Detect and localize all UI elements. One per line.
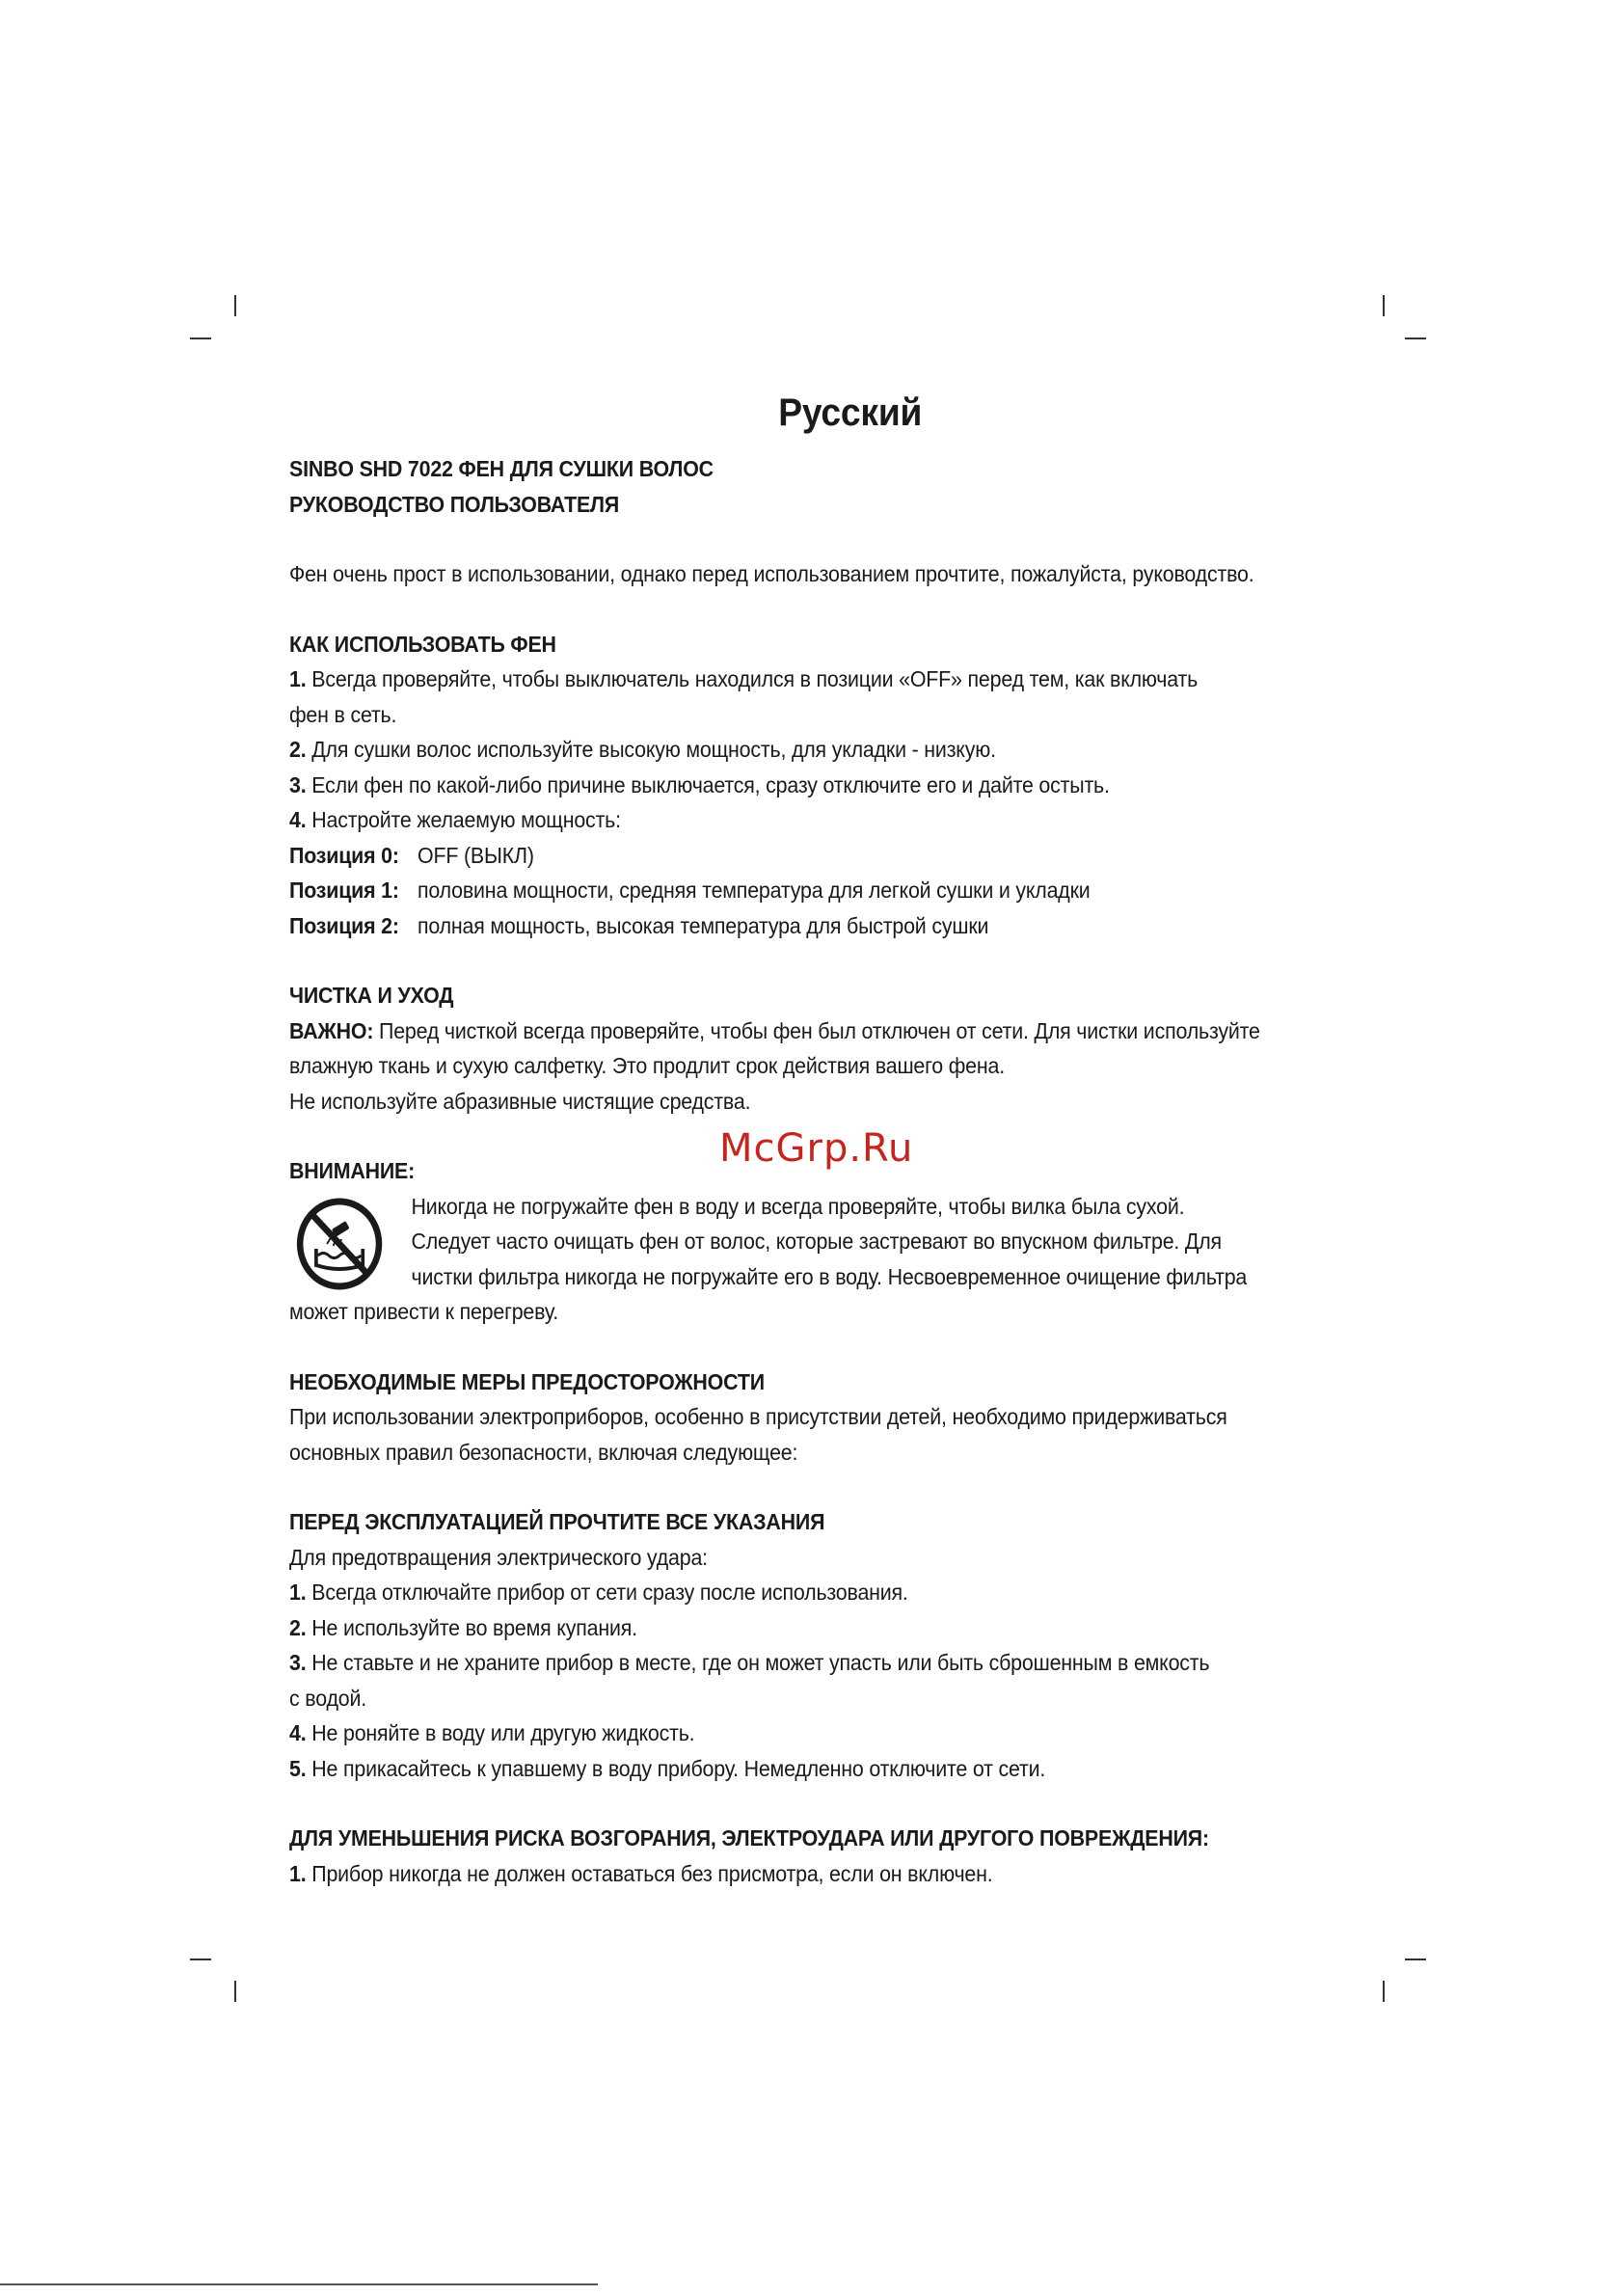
read-all-intro: Для предотвращения электрического удара: xyxy=(289,1544,708,1570)
crop-mark xyxy=(1405,338,1426,339)
read-all-heading: ПЕРЕД ЭКСПЛУАТАЦИЕЙ ПРОЧТИТЕ ВСЕ УКАЗАНИЯ xyxy=(289,1509,825,1534)
crop-mark xyxy=(190,338,211,339)
list-item: 1. Всегда отключайте прибор от сети сразу после использования. xyxy=(289,1580,908,1605)
attention-text: может привести к перегреву. xyxy=(289,1299,558,1324)
list-item: 3. Не ставьте и не храните прибор в месте, где он может упасть или быть сброшенным в емкость xyxy=(289,1650,1210,1675)
attention-text: Следует часто очищать фен от волос, которые застревают во впускном фильтре. Для xyxy=(411,1229,1222,1254)
attention-heading: ВНИМАНИЕ: xyxy=(289,1158,416,1183)
howto-section xyxy=(289,627,1331,944)
crop-mark xyxy=(190,1958,211,1960)
attention-section xyxy=(289,1153,1331,1330)
position-row: Позиция 1: половина мощности, средняя температура для легкой сушки и укладки xyxy=(289,878,1091,903)
fire-heading: ДЛЯ УМЕНЬШЕНИЯ РИСКА ВОЗГОРАНИЯ, ЭЛЕКТРОУДАРА ИЛИ ДРУГОГО ПОВРЕЖДЕНИЯ: xyxy=(289,1825,1209,1850)
position-row: Позиция 0: OFF (ВЫКЛ) xyxy=(289,842,534,868)
page-title: Русский xyxy=(778,392,923,434)
attention-text: Никогда не погружайте фен в воду и всегда проверяйте, чтобы вилка была сухой. xyxy=(411,1193,1185,1219)
intro-text: Фен очень прост в использовании, однако перед использованием прочтите, пожалуйста, руководство. xyxy=(289,561,1254,586)
list-item: фен в сеть. xyxy=(289,701,397,727)
precautions-section xyxy=(289,1364,1331,1471)
no-water-immersion-icon xyxy=(295,1196,385,1292)
document-page xyxy=(289,384,1331,1891)
care-text: влажную ткань и сухую салфетку. Это продлит срок действия вашего фена. xyxy=(289,1053,1005,1078)
crop-mark xyxy=(234,1981,236,2002)
list-item: 5. Не прикасайтесь к упавшему в воду прибору. Немедленно отключите от сети. xyxy=(289,1755,1046,1781)
crop-mark xyxy=(1383,295,1385,316)
manual-title: РУКОВОДСТВО ПОЛЬЗОВАТЕЛЯ xyxy=(289,491,620,517)
list-item: 4. Настройте желаемую мощность: xyxy=(289,807,621,832)
care-text: ВАЖНО: Перед чисткой всегда проверяйте, чтобы фен был отключен от сети. Для чистки используйте xyxy=(289,1017,1260,1043)
howto-heading: КАК ИСПОЛЬЗОВАТЬ ФЕН xyxy=(289,631,556,657)
list-item: 1. Всегда проверяйте, чтобы выключатель находился в позиции «OFF» перед тем, как включать xyxy=(289,666,1199,691)
precautions-text: При использовании электроприборов, особенно в присутствии детей, необходимо придерживаться xyxy=(289,1404,1227,1429)
list-item: с водой. xyxy=(289,1685,366,1711)
list-item: 4. Не роняйте в воду или другую жидкость. xyxy=(289,1720,695,1745)
care-section xyxy=(289,978,1331,1119)
care-text: Не используйте абразивные чистящие средства. xyxy=(289,1088,751,1114)
attention-text: чистки фильтра никогда не погружайте его в воду. Несвоевременное очищение фильтра xyxy=(411,1263,1248,1289)
product-title: SINBO SHD 7022 ФЕН ДЛЯ СУШКИ ВОЛОС xyxy=(289,456,714,481)
list-item: 1. Прибор никогда не должен оставаться без присмотра, если он включен. xyxy=(289,1860,993,1886)
fire-section xyxy=(289,1821,1331,1891)
list-item: 2. Для сушки волос используйте высокую мощность, для укладки - низкую. xyxy=(289,737,996,762)
read-all-section xyxy=(289,1504,1331,1786)
precautions-heading: НЕОБХОДИМЫЕ МЕРЫ ПРЕДОСТОРОЖНОСТИ xyxy=(289,1368,765,1394)
list-item: 2. Не используйте во время купания. xyxy=(289,1614,637,1640)
watermark: McGrp.Ru xyxy=(719,1126,914,1171)
position-row: Позиция 2: полная мощность, высокая температура для быстрой сушки xyxy=(289,912,989,938)
care-heading: ЧИСТКА И УХОД xyxy=(289,983,454,1008)
footer-rule xyxy=(0,2283,598,2285)
crop-mark xyxy=(1405,1958,1426,1960)
crop-mark xyxy=(1383,1981,1385,2002)
crop-mark xyxy=(234,295,236,316)
precautions-text: основных правил безопасности, включая следующее: xyxy=(289,1439,798,1465)
list-item: 3. Если фен по какой-либо причине выключается, сразу отключите его и дайте остыть. xyxy=(289,771,1110,797)
